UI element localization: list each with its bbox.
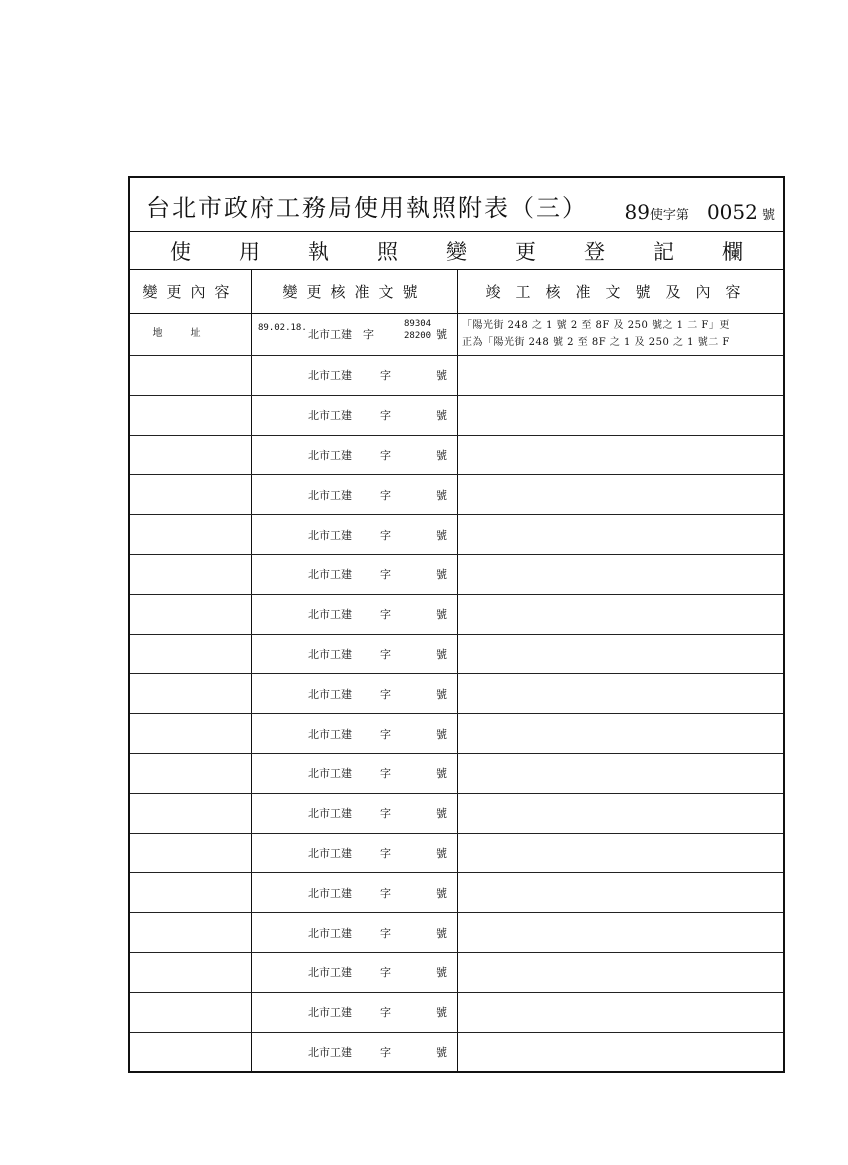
table-row [130, 873, 783, 913]
approval-doc-cell [252, 953, 458, 992]
table-row [130, 754, 783, 794]
approval-zi: 字 [380, 608, 391, 622]
approval-hao: 號 [436, 807, 447, 821]
form-title: 台北市政府工務局使用執照附表（三） [146, 194, 588, 222]
table-row [130, 794, 783, 834]
approval-zi: 字 [380, 568, 391, 582]
change-content-cell [130, 834, 252, 873]
approval-doc-cell [252, 674, 458, 713]
section-title-char: 變 [446, 239, 467, 264]
completion-doc-cell [458, 555, 783, 594]
permit-year: 89 [624, 200, 650, 224]
completion-doc-cell [458, 714, 783, 753]
change-content-cell [130, 635, 252, 674]
approval-doc-cell [252, 714, 458, 753]
approval-doc-cell [252, 356, 458, 395]
approval-hao: 號 [436, 886, 447, 900]
table-row [130, 356, 783, 396]
approval-date: 89.02.18. [258, 323, 307, 333]
approval-zi: 字 [380, 488, 391, 502]
section-title-char: 執 [308, 239, 329, 264]
table-row [130, 314, 783, 356]
approval-doc-cell [252, 873, 458, 912]
table-row [130, 1033, 783, 1073]
approval-zi: 字 [380, 1046, 391, 1060]
table-row [130, 635, 783, 675]
table-row [130, 475, 783, 515]
table-row [130, 913, 783, 953]
approval-hao: 號 [436, 966, 447, 980]
table-row [130, 993, 783, 1033]
change-content-cell [130, 754, 252, 793]
completion-doc-cell [458, 595, 783, 634]
approval-office: 北市工建 [308, 846, 352, 860]
approval-office: 北市工建 [308, 886, 352, 900]
completion-doc-cell [458, 436, 783, 475]
table-row [130, 396, 783, 436]
registration-form [128, 176, 785, 1073]
col-approval-doc: 變更核准文號 [282, 283, 427, 301]
approval-hao: 號 [436, 926, 447, 940]
change-content-cell [130, 913, 252, 952]
approval-doc-cell [252, 1033, 458, 1073]
approval-doc-cell [252, 913, 458, 952]
approval-hao: 號 [436, 488, 447, 502]
table-row [130, 515, 783, 555]
completion-doc-cell [458, 873, 783, 912]
completion-doc-cell [458, 396, 783, 435]
approval-zi: 字 [380, 846, 391, 860]
approval-office: 北市工建 [308, 409, 352, 423]
approval-hao: 號 [436, 328, 447, 341]
approval-doc-cell [252, 794, 458, 833]
approval-doc-cell [252, 396, 458, 435]
change-content-cell [130, 515, 252, 554]
approval-office: 北市工建 [308, 926, 352, 940]
completion-doc-cell [458, 356, 783, 395]
approval-office: 北市工建 [308, 528, 352, 542]
change-content-cell [130, 595, 252, 634]
completion-doc-cell [458, 794, 783, 833]
completion-doc-cell [458, 754, 783, 793]
approval-hao: 號 [436, 687, 447, 701]
completion-doc-cell [458, 1033, 783, 1073]
section-title-char: 用 [239, 239, 260, 264]
completion-doc-cell [458, 635, 783, 674]
change-content-cell [130, 396, 252, 435]
permit-type: 使字第 [649, 208, 689, 223]
approval-hao: 號 [436, 1006, 447, 1020]
section-title-char: 登 [584, 239, 605, 264]
column-header-row [130, 270, 783, 314]
permit-serial: 0052 [706, 200, 758, 224]
approval-zi: 字 [380, 727, 391, 741]
approval-zi: 字 [380, 886, 391, 900]
approval-doc-cell [252, 595, 458, 634]
section-title-char: 欄 [722, 239, 743, 264]
approval-doc-cell [252, 555, 458, 594]
change-content-cell: 地址 [152, 328, 229, 339]
section-title-char: 使 [170, 239, 191, 264]
table-row [130, 436, 783, 476]
approval-doc-cell [252, 515, 458, 554]
approval-hao: 號 [436, 369, 447, 383]
approval-hao: 號 [436, 528, 447, 542]
section-title [130, 232, 783, 270]
change-content-cell [130, 993, 252, 1032]
section-title-char: 記 [653, 239, 674, 264]
approval-hao: 號 [436, 727, 447, 741]
approval-hao: 號 [436, 647, 447, 661]
approval-office: 北市工建 字 [308, 328, 374, 341]
table-row [130, 834, 783, 874]
approval-doc-cell [252, 635, 458, 674]
approval-office: 北市工建 [308, 687, 352, 701]
approval-zi: 字 [380, 528, 391, 542]
table-row [130, 595, 783, 635]
approval-office: 北市工建 [308, 727, 352, 741]
approval-office: 北市工建 [308, 488, 352, 502]
approval-zi: 字 [380, 807, 391, 821]
approval-zi: 字 [380, 1006, 391, 1020]
approval-zi: 字 [380, 767, 391, 781]
change-content-cell [130, 873, 252, 912]
completion-doc-cell [458, 674, 783, 713]
change-content-cell [130, 475, 252, 514]
approval-hao: 號 [436, 608, 447, 622]
section-title-char: 更 [515, 239, 536, 264]
approval-doc-cell [252, 436, 458, 475]
approval-hao: 號 [436, 409, 447, 423]
approval-hao: 號 [436, 846, 447, 860]
completion-doc-cell [458, 993, 783, 1032]
change-content-cell [130, 794, 252, 833]
approval-zi: 字 [380, 647, 391, 661]
table-row [130, 714, 783, 754]
approval-hao: 號 [436, 767, 447, 781]
approval-office: 北市工建 [308, 767, 352, 781]
approval-doc-cell [252, 993, 458, 1032]
approval-hao: 號 [436, 448, 447, 462]
approval-zi: 字 [380, 966, 391, 980]
completion-doc-cell [458, 913, 783, 952]
change-content-cell [130, 674, 252, 713]
col-change-content: 變更內容 [142, 283, 239, 301]
approval-zi: 字 [380, 369, 391, 383]
table-row [130, 555, 783, 595]
title-row [130, 178, 783, 232]
approval-zi: 字 [380, 448, 391, 462]
approval-office: 北市工建 [308, 647, 352, 661]
approval-zi: 字 [380, 409, 391, 423]
completion-doc-cell [458, 834, 783, 873]
permit-suffix: 號 [761, 208, 775, 223]
approval-zi: 字 [380, 926, 391, 940]
approval-office: 北市工建 [308, 448, 352, 462]
change-content-cell [130, 1033, 252, 1073]
completion-description: 「陽光街 248 之 1 號 2 至 8F 及 250 號之 1 二 F」更 正為「陽光街 248 號 2 至 8F 之 1 及 250 之 1 號二 F [462, 320, 730, 348]
completion-doc-cell [458, 953, 783, 992]
approval-office: 北市工建 [308, 1046, 352, 1060]
approval-hao: 號 [436, 568, 447, 582]
approval-office: 北市工建 [308, 608, 352, 622]
approval-hao: 號 [436, 1046, 447, 1060]
approval-zi: 字 [380, 687, 391, 701]
approval-office: 北市工建 [308, 369, 352, 383]
approval-office: 北市工建 [308, 807, 352, 821]
approval-number: 89304 28200 [404, 319, 432, 341]
permit-number [624, 200, 775, 224]
table-row [130, 953, 783, 993]
change-content-cell [130, 356, 252, 395]
change-content-cell [130, 555, 252, 594]
col-completion-doc: 竣工核准文號及內容 [485, 283, 756, 301]
approval-office: 北市工建 [308, 1006, 352, 1020]
approval-doc-cell [252, 754, 458, 793]
table-row [130, 674, 783, 714]
section-title-char: 照 [377, 239, 398, 264]
approval-office: 北市工建 [308, 568, 352, 582]
approval-doc-cell [252, 834, 458, 873]
change-content-cell [130, 714, 252, 753]
completion-doc-cell [458, 475, 783, 514]
approval-doc-cell [252, 475, 458, 514]
change-content-cell [130, 436, 252, 475]
approval-office: 北市工建 [308, 966, 352, 980]
completion-doc-cell [458, 515, 783, 554]
change-content-cell [130, 953, 252, 992]
